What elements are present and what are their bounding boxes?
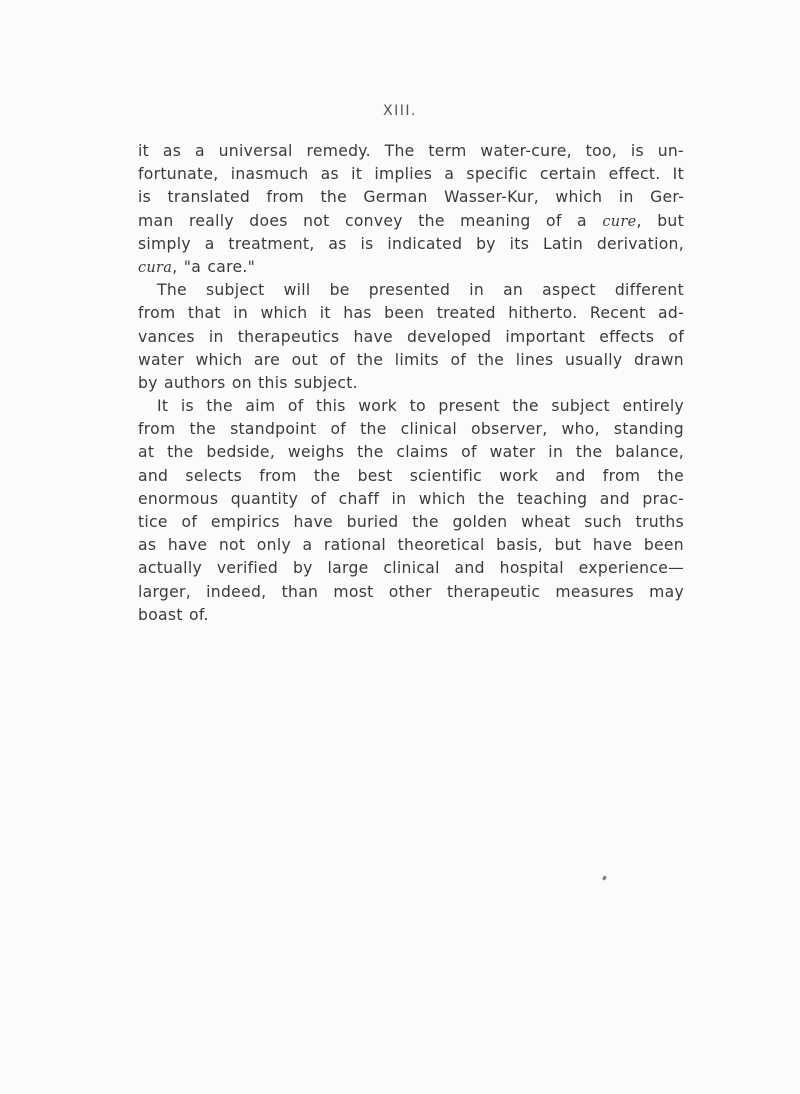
scan-speck — [602, 876, 607, 881]
text-line: at the bedside, weighs the claims of water in the balance, — [138, 443, 684, 462]
text-line: from the standpoint of the clinical observer, who, standing — [138, 420, 684, 439]
text-line: It is the aim of this work to present the subject entirely — [157, 397, 684, 416]
text-line: actually verified by large clinical and hospital experience— — [138, 559, 684, 578]
text-line: and selects from the best scientific work and from the — [138, 466, 684, 485]
text-line: larger, indeed, than most other therapeutic measures may — [138, 582, 684, 601]
text-line: by authors on this subject. — [138, 373, 358, 392]
text-line: simply a treatment, as is indicated by its Latin derivation, — [138, 234, 684, 253]
text-line: enormous quantity of chaff in which the teaching and prac- — [138, 489, 684, 508]
text-line: from that in which it has been treated hitherto. Recent ad- — [138, 304, 684, 323]
text-line: fortunate, inasmuch as it implies a specific certain effect. It — [138, 165, 684, 184]
text-line — [138, 210, 684, 233]
text-run: , but — [636, 211, 684, 230]
text-line: as have not only a rational theoretical basis, but have been — [138, 536, 684, 555]
page-number: XIII. — [383, 103, 417, 119]
text-line: boast of. — [138, 605, 209, 624]
text-line: water which are out of the limits of the lines usually drawn — [138, 350, 684, 369]
body-text — [138, 140, 684, 627]
text-line: The subject will be presented in an aspect different — [157, 281, 684, 300]
italic-term: cure — [602, 213, 637, 230]
text-line: vances in therapeutics have developed important effects of — [138, 327, 684, 346]
text-line: tice of empirics have buried the golden wheat such truths — [138, 513, 684, 531]
text-line: is translated from the German Wasser-Kur, which in Ger- — [138, 188, 684, 207]
italic-term: cura — [138, 259, 173, 276]
text-run: man really does not convey the meaning of a — [138, 211, 603, 230]
text-line: it as a universal remedy. The term water-cure, too, is un- — [138, 142, 684, 160]
text-line — [138, 256, 684, 279]
text-run: , "a care." — [172, 257, 256, 276]
